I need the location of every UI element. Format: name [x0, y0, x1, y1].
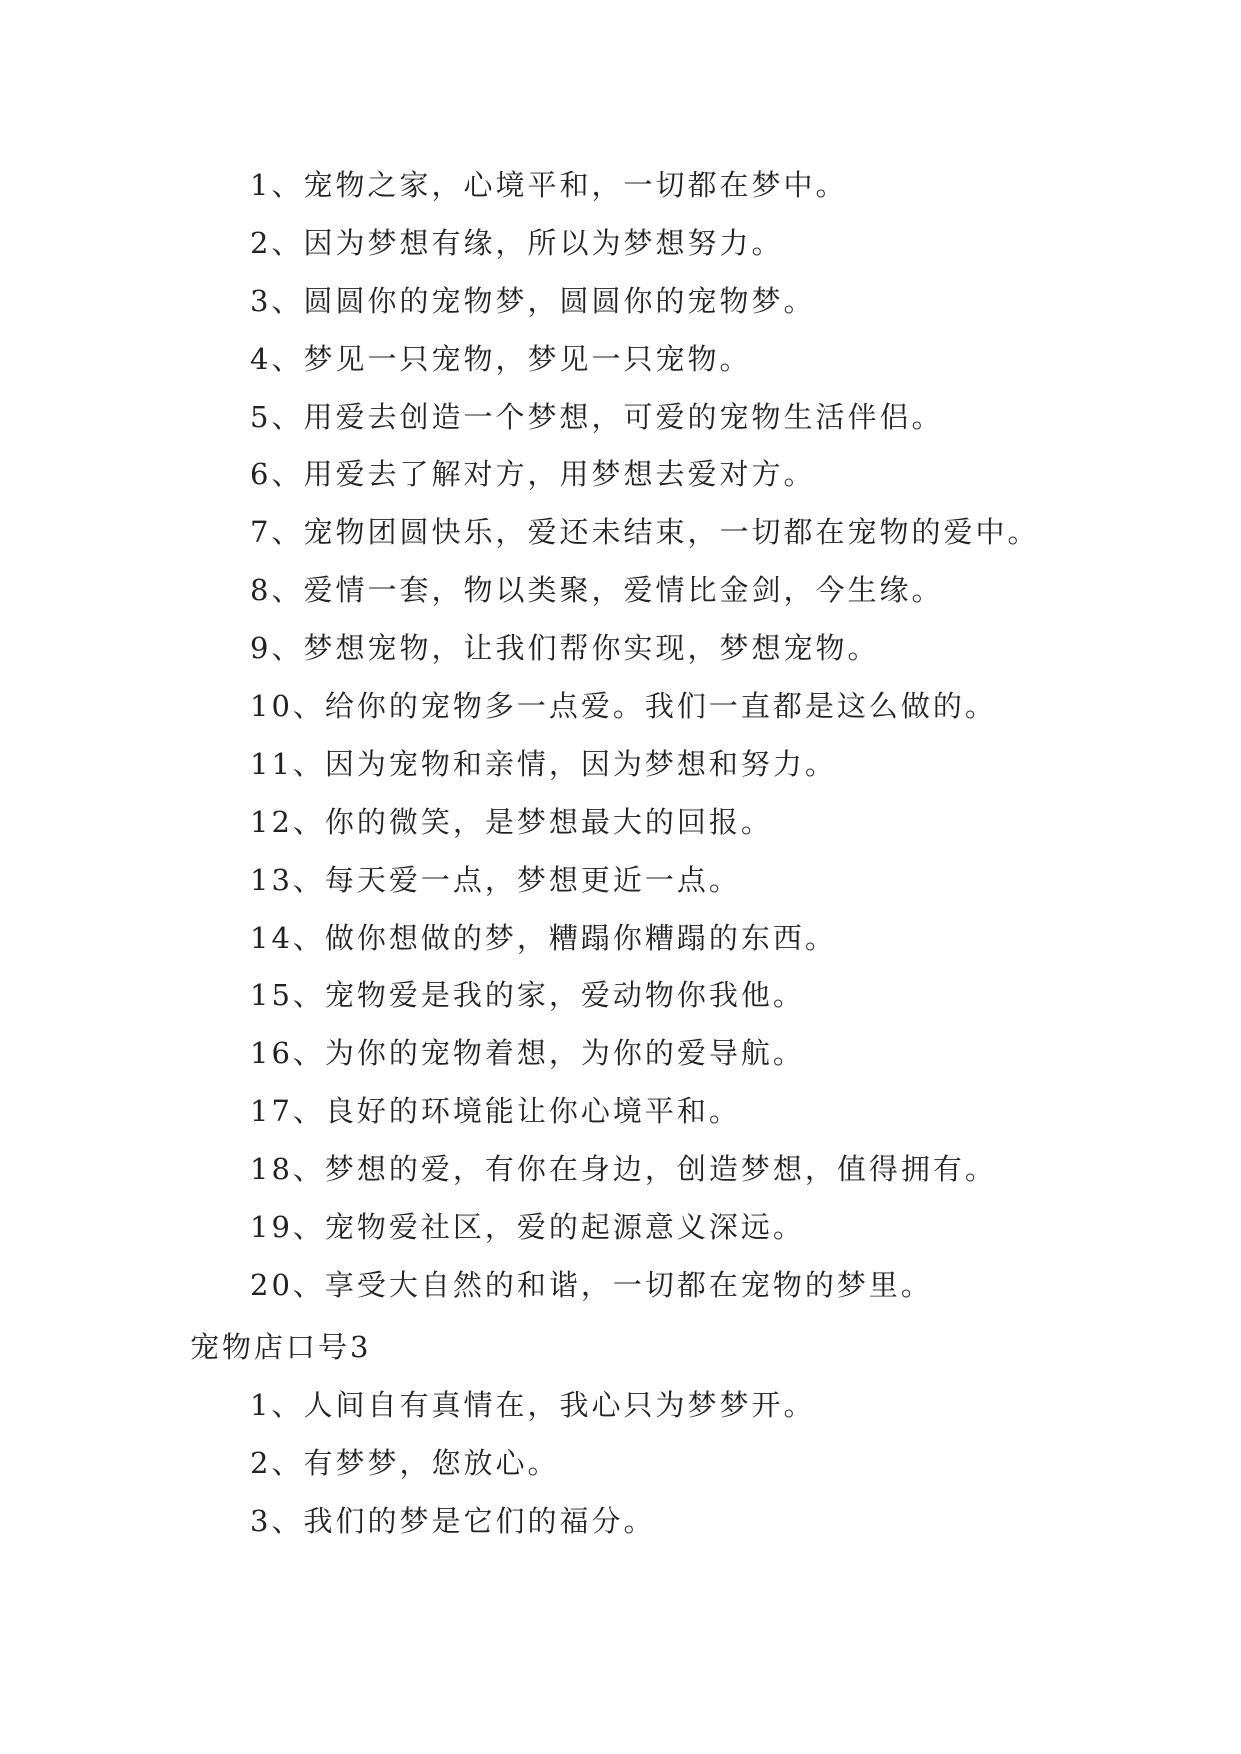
- list-item: 2、有梦梦，您放心。: [250, 1445, 560, 1480]
- list-item: 11、因为宠物和亲情，因为梦想和努力。: [250, 746, 837, 781]
- list-item: 3、我们的梦是它们的福分。: [250, 1503, 656, 1538]
- list-item: 8、爱情一套，物以类聚，爱情比金剑，今生缘。: [250, 573, 944, 608]
- section-heading: 宠物店口号3: [190, 1330, 372, 1364]
- slogan-list-1: [0, 157, 1241, 1315]
- slogan-list-2: [0, 1377, 1241, 1551]
- list-item: 13、每天爱一点，梦想更近一点。: [250, 862, 741, 897]
- list-item: 9、梦想宠物，让我们帮你实现，梦想宠物。: [250, 631, 880, 666]
- list-item: 16、为你的宠物着想，为你的爱导航。: [250, 1036, 805, 1071]
- list-item: 7、宠物团圆快乐，爱还未结束，一切都在宠物的爱中。: [250, 515, 1040, 550]
- list-item: 6、用爱去了解对方，用梦想去爱对方。: [250, 457, 816, 492]
- list-item: 1、宠物之家，心境平和，一切都在梦中。: [250, 168, 848, 202]
- list-item: 15、宠物爱是我的家，爱动物你我他。: [250, 978, 805, 1013]
- list-item: 19、宠物爱社区，爱的起源意义深远。: [250, 1210, 805, 1245]
- list-item: 3、圆圆你的宠物梦，圆圆你的宠物梦。: [250, 283, 816, 318]
- list-item: 12、你的微笑，是梦想最大的回报。: [250, 804, 773, 839]
- list-item: 5、用爱去创造一个梦想，可爱的宠物生活伴侣。: [250, 399, 944, 434]
- list-item: 20、享受大自然的和谐，一切都在宠物的梦里。: [250, 1267, 933, 1302]
- list-item: 14、做你想做的梦，糟蹋你糟蹋的东西。: [250, 920, 837, 955]
- list-item: 1、人间自有真情在，我心只为梦梦开。: [250, 1388, 816, 1422]
- list-item: 2、因为梦想有缘，所以为梦想努力。: [250, 225, 784, 260]
- list-item: 17、良好的环境能让你心境平和。: [250, 1094, 741, 1129]
- list-item: 4、梦见一只宠物，梦见一只宠物。: [250, 341, 752, 376]
- list-item: 18、梦想的爱，有你在身边，创造梦想，值得拥有。: [250, 1152, 997, 1187]
- list-item: 10、给你的宠物多一点爱。我们一直都是这么做的。: [250, 689, 997, 724]
